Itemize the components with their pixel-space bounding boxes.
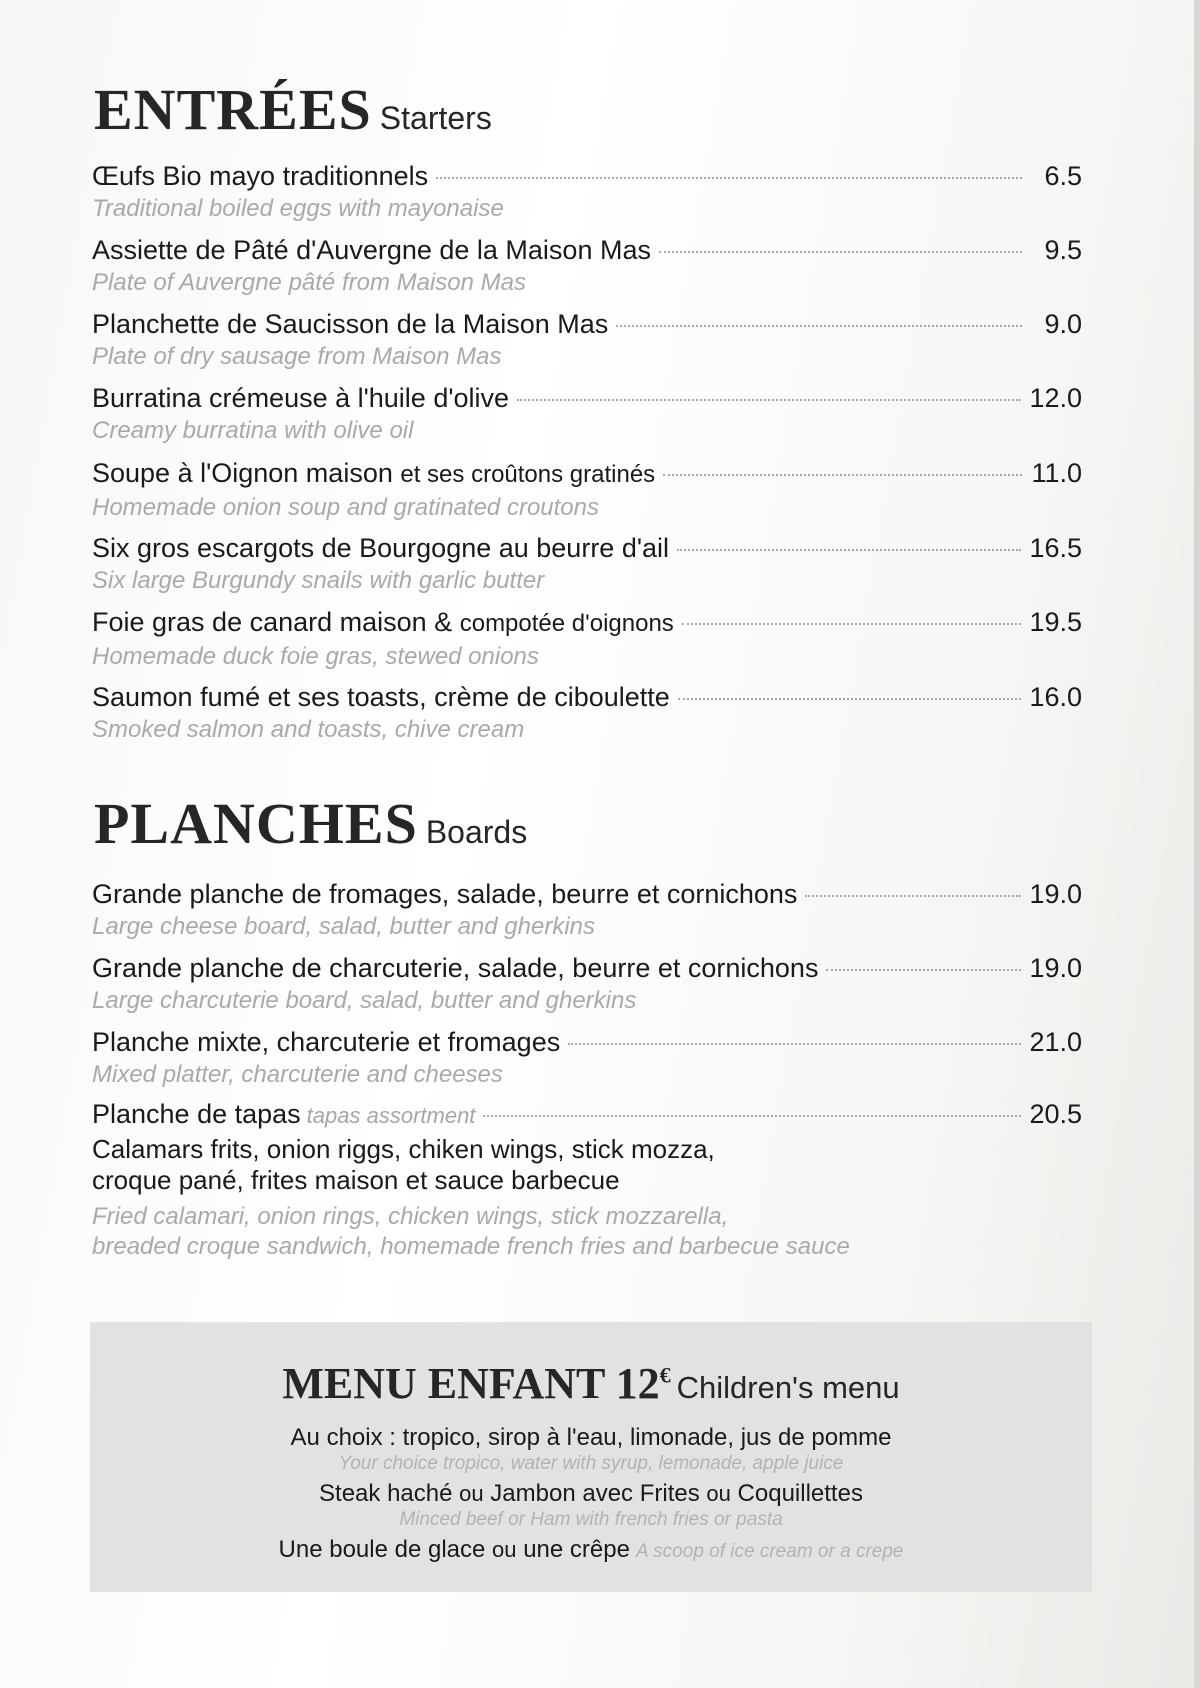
item-price: 12.0 (1029, 383, 1082, 413)
currency-symbol: € (659, 1362, 671, 1388)
kids-main-choice (90, 1479, 1092, 1509)
item-details: croque pané, frites maison et sauce barbecue (92, 1165, 620, 1195)
item-name (92, 1096, 475, 1134)
item-name-translation: tapas assortment (306, 1103, 476, 1128)
menu-item (92, 876, 1082, 942)
menu-item (92, 158, 1082, 224)
menu-item (92, 530, 1082, 596)
leader-dots (682, 623, 1022, 625)
leader-dots (826, 969, 1021, 971)
item-name-main: Planche de tapas (92, 1099, 301, 1129)
leader-dots (659, 251, 1022, 253)
item-name: Grande planche de charcuterie, salade, beurre et cornichons (92, 953, 819, 983)
item-price: 16.0 (1029, 682, 1082, 712)
kids-menu-box (90, 1322, 1092, 1592)
kids-menu-heading (90, 1358, 1092, 1409)
kids-main-c: Jambon avec Frites (490, 1480, 700, 1507)
item-name: Assiette de Pâté d'Auvergne de la Maison Mas (92, 235, 651, 265)
leader-dots (616, 325, 1022, 327)
kids-dessert-c: une crêpe (523, 1536, 630, 1563)
kids-main-translation: Minced beef or Ham with french fries or pasta (399, 1509, 783, 1530)
item-price: 9.5 (1044, 235, 1082, 265)
item-description: Homemade onion soup and gratinated croutons (92, 494, 599, 521)
boards-subtitle: Boards (425, 814, 528, 850)
menu-item (92, 950, 1082, 1016)
leader-dots (517, 399, 1021, 401)
kids-main-a: Steak haché (319, 1480, 453, 1507)
kids-dessert-or: ou (492, 1537, 517, 1562)
item-price: 19.0 (1029, 879, 1082, 909)
menu-item (92, 679, 1082, 745)
kids-main-e: Coquillettes (737, 1480, 863, 1507)
item-price: 20.5 (1029, 1099, 1082, 1129)
item-description: Fried calamari, onion rings, chicken wings, stick mozzarella, (92, 1203, 729, 1230)
leader-dots (805, 895, 1021, 897)
kids-menu-subtitle: Children's menu (676, 1370, 900, 1405)
item-price: 6.5 (1044, 161, 1082, 191)
item-name-main: Foie gras de canard maison & (92, 607, 453, 637)
item-price: 16.5 (1029, 533, 1082, 563)
menu-item-tapas (92, 1096, 1082, 1262)
item-description: Large cheese board, salad, butter and gherkins (92, 913, 596, 940)
item-description: Smoked salmon and toasts, chive cream (92, 716, 525, 743)
menu-item (92, 306, 1082, 372)
item-description: Plate of dry sausage from Maison Mas (92, 343, 502, 370)
menu-item (92, 380, 1082, 446)
item-price: 19.0 (1029, 953, 1082, 983)
item-description: Traditional boiled eggs with mayonaise (92, 195, 504, 222)
kids-dessert-a: Une boule de glace (278, 1536, 486, 1563)
item-price: 9.0 (1044, 309, 1082, 339)
leader-dots (568, 1043, 1021, 1045)
item-name: Six gros escargots de Bourgogne au beurre d'ail (92, 533, 670, 563)
menu-item (92, 604, 1082, 672)
item-name (92, 604, 674, 642)
item-name: Œufs Bio mayo traditionnels (92, 161, 429, 191)
starters-heading (94, 76, 492, 143)
leader-dots (663, 474, 1022, 476)
item-price: 21.0 (1029, 1027, 1082, 1057)
kids-menu-title: MENU ENFANT 12 (282, 1359, 660, 1408)
kids-drink-translation: Your choice tropico, water with syrup, lemonade, apple juice (338, 1453, 844, 1474)
item-description: Plate of Auvergne pâté from Maison Mas (92, 269, 526, 296)
leader-dots (436, 177, 1022, 179)
item-name: Saumon fumé et ses toasts, crème de ciboulette (92, 682, 670, 712)
leader-dots (483, 1115, 1021, 1117)
item-price: 11.0 (1031, 458, 1082, 488)
boards-heading (94, 790, 527, 857)
item-description: breaded croque sandwich, homemade french fries and barbecue sauce (92, 1233, 850, 1260)
item-name: Planche mixte, charcuterie et fromages (92, 1027, 561, 1057)
item-name-small: et ses croûtons gratinés (400, 461, 656, 488)
kids-dessert-translation: A scoop of ice cream or a crepe (635, 1541, 904, 1562)
menu-item (92, 455, 1082, 523)
page-edge (1194, 0, 1200, 1688)
leader-dots (678, 698, 1022, 700)
item-name: Planchette de Saucisson de la Maison Mas (92, 309, 609, 339)
menu-item (92, 232, 1082, 298)
item-name: Burratina crémeuse à l'huile d'olive (92, 383, 510, 413)
kids-drink-choice: Au choix : tropico, sirop à l'eau, limonade, jus de pomme (290, 1424, 892, 1451)
starters-subtitle: Starters (379, 100, 492, 136)
item-name-small: compotée d'oignons (459, 610, 674, 637)
item-price: 19.5 (1029, 607, 1082, 637)
item-description: Six large Burgundy snails with garlic butter (92, 567, 545, 594)
item-description: Creamy burratina with olive oil (92, 417, 414, 444)
kids-main-or: ou (459, 1481, 484, 1506)
kids-main-or: ou (706, 1481, 731, 1506)
kids-dessert-choice (90, 1535, 1092, 1567)
item-name (92, 455, 655, 493)
item-description: Mixed platter, charcuterie and cheeses (92, 1061, 503, 1088)
item-name: Grande planche de fromages, salade, beurre et cornichons (92, 879, 798, 909)
starters-title: ENTRÉES (94, 77, 372, 142)
item-name-main: Soupe à l'Oignon maison (92, 458, 393, 488)
item-description: Large charcuterie board, salad, butter and gherkins (92, 987, 637, 1014)
boards-title: PLANCHES (94, 791, 418, 856)
menu-item (92, 1024, 1082, 1090)
leader-dots (677, 549, 1021, 551)
item-description: Homemade duck foie gras, stewed onions (92, 643, 539, 670)
item-details: Calamars frits, onion riggs, chiken wings, stick mozza, (92, 1134, 715, 1164)
